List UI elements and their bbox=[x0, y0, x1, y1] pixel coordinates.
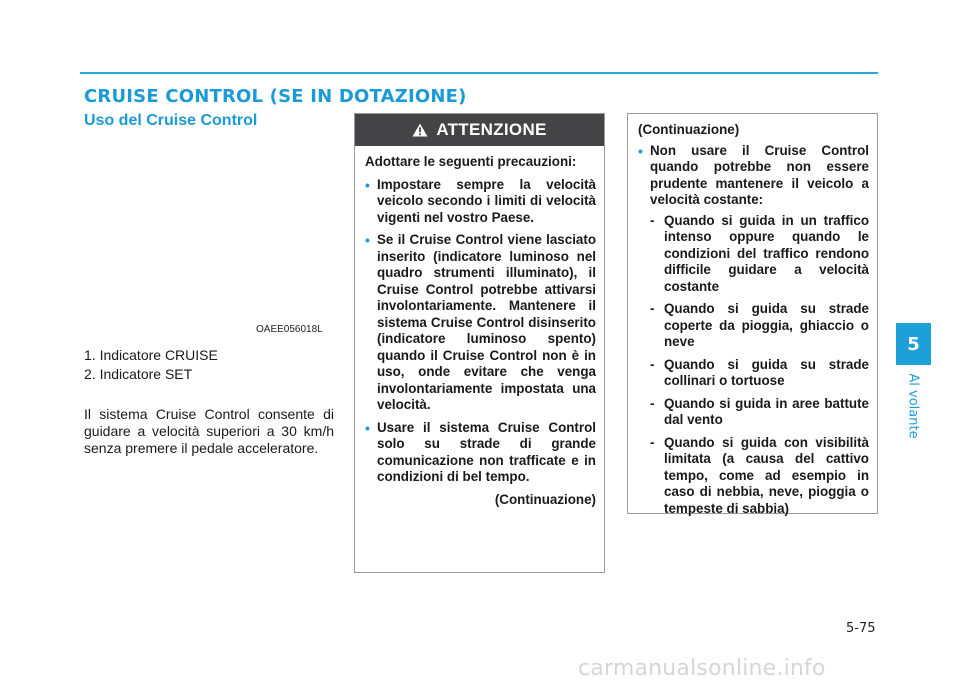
continued-label: (Continuazione) bbox=[494, 491, 596, 507]
continuation-bullet: • Non usare il Cruise Control quando potrebbe non essere prudente mantenere il veicolo a velocità costante: bbox=[638, 142, 869, 207]
subtitle: Uso del Cruise Control bbox=[84, 112, 258, 129]
warning-bullet: • Se il Cruise Control viene lasciato inserito (indicatore luminoso nel quadro strumenti illuminato), il Cruise Control potrebbe attivarsi involontariamente. Mantenere il sistema Cruise Control disinserito (indicatore luminoso spento) quando il Cruise Control non è in uso, onde evitare che venga involontariamente impostata una velocità. bbox=[365, 232, 596, 412]
image-code: OAEE056018L bbox=[256, 324, 323, 335]
dash-item: - Quando si guida con visibilità limitata (a causa del cattivo tempo, come ad esempio in caso di nebbia, neve, pioggia o tempeste di sabbia) bbox=[650, 434, 869, 516]
top-rule bbox=[80, 72, 878, 74]
chapter-label-container bbox=[898, 366, 928, 446]
dash-item: - Quando si guida su strade coperte da pioggia, ghiaccio o neve bbox=[650, 301, 869, 349]
list-item: 1. Indicatore CRUISE bbox=[84, 347, 218, 363]
warning-box bbox=[354, 113, 605, 573]
dash-item: - Quando si guida su strade collinari o tortuose bbox=[650, 356, 869, 388]
warning-title: ATTENZIONE bbox=[436, 120, 547, 139]
continuation-header: (Continuazione) bbox=[638, 122, 740, 137]
chapter-label: Al volante bbox=[905, 373, 921, 439]
bullet-dot-icon: • bbox=[365, 232, 370, 248]
continuation-body bbox=[628, 114, 877, 517]
warning-body bbox=[355, 146, 604, 508]
page-number: 5-75 bbox=[846, 621, 876, 636]
watermark: carmanualsonline.info bbox=[578, 656, 826, 681]
warning-header bbox=[355, 114, 604, 146]
description-paragraph: Il sistema Cruise Control consente di guidare a velocità superiori a 30 km/h senza premere il pedale acceleratore. bbox=[84, 406, 334, 456]
warning-bullet: • Usare il sistema Cruise Control solo su strade di grande comunicazione non trafficate e in condizioni di bel tempo. bbox=[365, 419, 596, 484]
dash-item: - Quando si guida in aree battute dal vento bbox=[650, 395, 869, 427]
continuation-box bbox=[627, 113, 878, 514]
warning-intro: Adottare le seguenti precauzioni: bbox=[365, 154, 577, 169]
warning-bullet: • Impostare sempre la velocità veicolo secondo i limiti di velocità vigenti nel vostro Paese. bbox=[365, 176, 596, 225]
dash-item: - Quando si guida in un traffico intenso oppure quando le condizioni del traffico rendono difficile guidare a velocità costante bbox=[650, 212, 869, 294]
list-item: 2. Indicatore SET bbox=[84, 366, 193, 382]
indicator-list bbox=[84, 346, 334, 384]
section-title: CRUISE CONTROL (SE IN DOTAZIONE) bbox=[84, 86, 467, 107]
warning-triangle-icon bbox=[412, 123, 428, 137]
bullet-dot-icon: • bbox=[365, 419, 370, 436]
bullet-dot-icon: • bbox=[365, 176, 370, 193]
bullet-dot-icon: • bbox=[638, 142, 643, 159]
chapter-number-tab: 5 bbox=[896, 323, 931, 365]
